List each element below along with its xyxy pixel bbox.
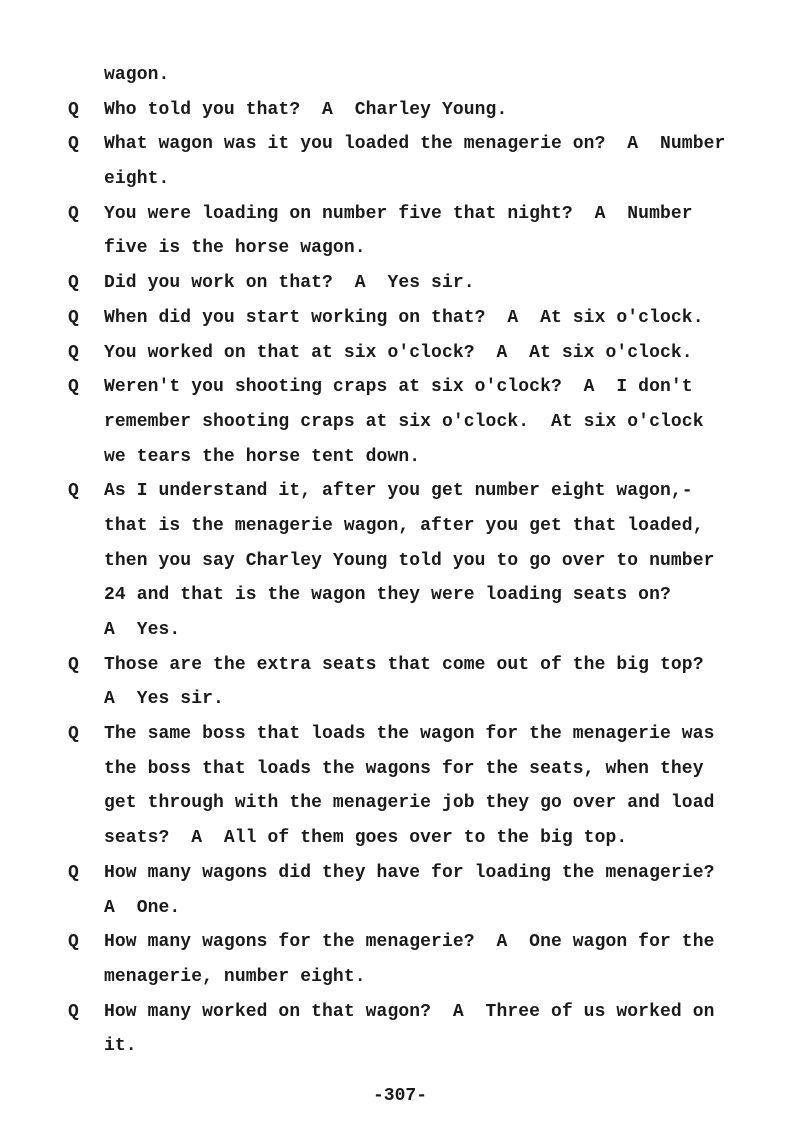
line-text: we tears the horse tent down. <box>104 446 421 467</box>
question-marker: Q <box>68 342 79 363</box>
transcript-line <box>0 578 800 613</box>
transcript-line <box>0 752 800 787</box>
line-text: How many wagons did they have for loading the menagerie? <box>104 862 715 883</box>
transcript-line <box>0 266 800 301</box>
transcript-line <box>0 301 800 336</box>
transcript-line <box>0 197 800 232</box>
line-text: five is the horse wagon. <box>104 238 366 259</box>
transcript-line <box>0 162 800 197</box>
page-number: -307- <box>372 1086 427 1106</box>
transcript-line <box>0 405 800 440</box>
line-text: You worked on that at six o'clock? A At six o'clock. <box>104 342 693 363</box>
line-text: Weren't you shooting craps at six o'clock? A I don't <box>104 377 693 398</box>
transcript-line <box>0 127 800 162</box>
line-text: remember shooting craps at six o'clock. At six o'clock <box>104 411 704 432</box>
transcript-line <box>0 440 800 475</box>
transcript-line <box>0 544 800 579</box>
line-text: wagon. <box>104 65 170 85</box>
line-text: menagerie, number eight. <box>104 966 366 987</box>
line-text: A Yes sir. <box>104 689 224 710</box>
transcript-line <box>0 925 800 960</box>
question-marker: Q <box>68 203 79 224</box>
transcript-body <box>0 58 800 1064</box>
transcript-line <box>0 231 800 266</box>
line-text: eight. <box>104 169 170 190</box>
line-text: then you say Charley Young told you to go over to number <box>104 550 715 571</box>
question-marker: Q <box>68 932 79 953</box>
transcript-line <box>0 682 800 717</box>
line-text: 24 and that is the wagon they were loading seats on? <box>104 585 671 606</box>
question-marker: Q <box>68 134 79 155</box>
line-text: You were loading on number five that night? A Number <box>104 203 693 224</box>
line-text: Who told you that? A Charley Young. <box>104 99 508 120</box>
transcript-line <box>0 960 800 995</box>
transcript-line <box>0 891 800 926</box>
transcript-line <box>0 370 800 405</box>
line-text: What wagon was it you loaded the menagerie on? A Number <box>104 134 726 155</box>
line-text: get through with the menagerie job they go over and load <box>104 793 715 814</box>
question-marker: Q <box>68 654 79 675</box>
line-text: The same boss that loads the wagon for the menagerie was <box>104 724 715 745</box>
line-text: A Yes. <box>104 620 181 640</box>
transcript-line <box>0 717 800 752</box>
question-marker: Q <box>68 307 79 328</box>
line-text: Those are the extra seats that come out of the big top? <box>104 654 704 675</box>
question-marker: Q <box>68 862 79 883</box>
line-text: Did you work on that? A Yes sir. <box>104 273 475 294</box>
transcript-line <box>0 474 800 509</box>
transcript-line <box>0 336 800 371</box>
transcript-line <box>0 856 800 891</box>
question-marker: Q <box>68 481 79 502</box>
transcript-line <box>0 995 800 1030</box>
line-text: When did you start working on that? A At six o'clock. <box>104 307 704 328</box>
transcript-line <box>0 509 800 544</box>
line-text: the boss that loads the wagons for the seats, when they <box>104 758 704 779</box>
transcript-line <box>0 786 800 821</box>
line-text: As I understand it, after you get number eight wagon,- <box>104 481 693 502</box>
line-text: it. <box>104 1036 137 1057</box>
transcript-line <box>0 821 800 856</box>
line-text: seats? A All of them goes over to the big top. <box>104 828 628 849</box>
transcript-line <box>0 648 800 683</box>
question-marker: Q <box>68 724 79 745</box>
line-text: that is the menagerie wagon, after you get that loaded, <box>104 515 704 536</box>
transcript-line <box>0 1029 800 1064</box>
transcript-line <box>0 613 800 648</box>
question-marker: Q <box>68 1001 79 1022</box>
transcript-line <box>0 93 800 128</box>
line-text: A One. <box>104 897 181 918</box>
question-marker: Q <box>68 377 79 398</box>
line-text: How many wagons for the menagerie? A One wagon for the <box>104 932 715 953</box>
line-text: How many worked on that wagon? A Three of us worked on <box>104 1001 715 1022</box>
question-marker: Q <box>68 273 79 294</box>
transcript-line <box>0 58 800 93</box>
question-marker: Q <box>68 99 79 120</box>
